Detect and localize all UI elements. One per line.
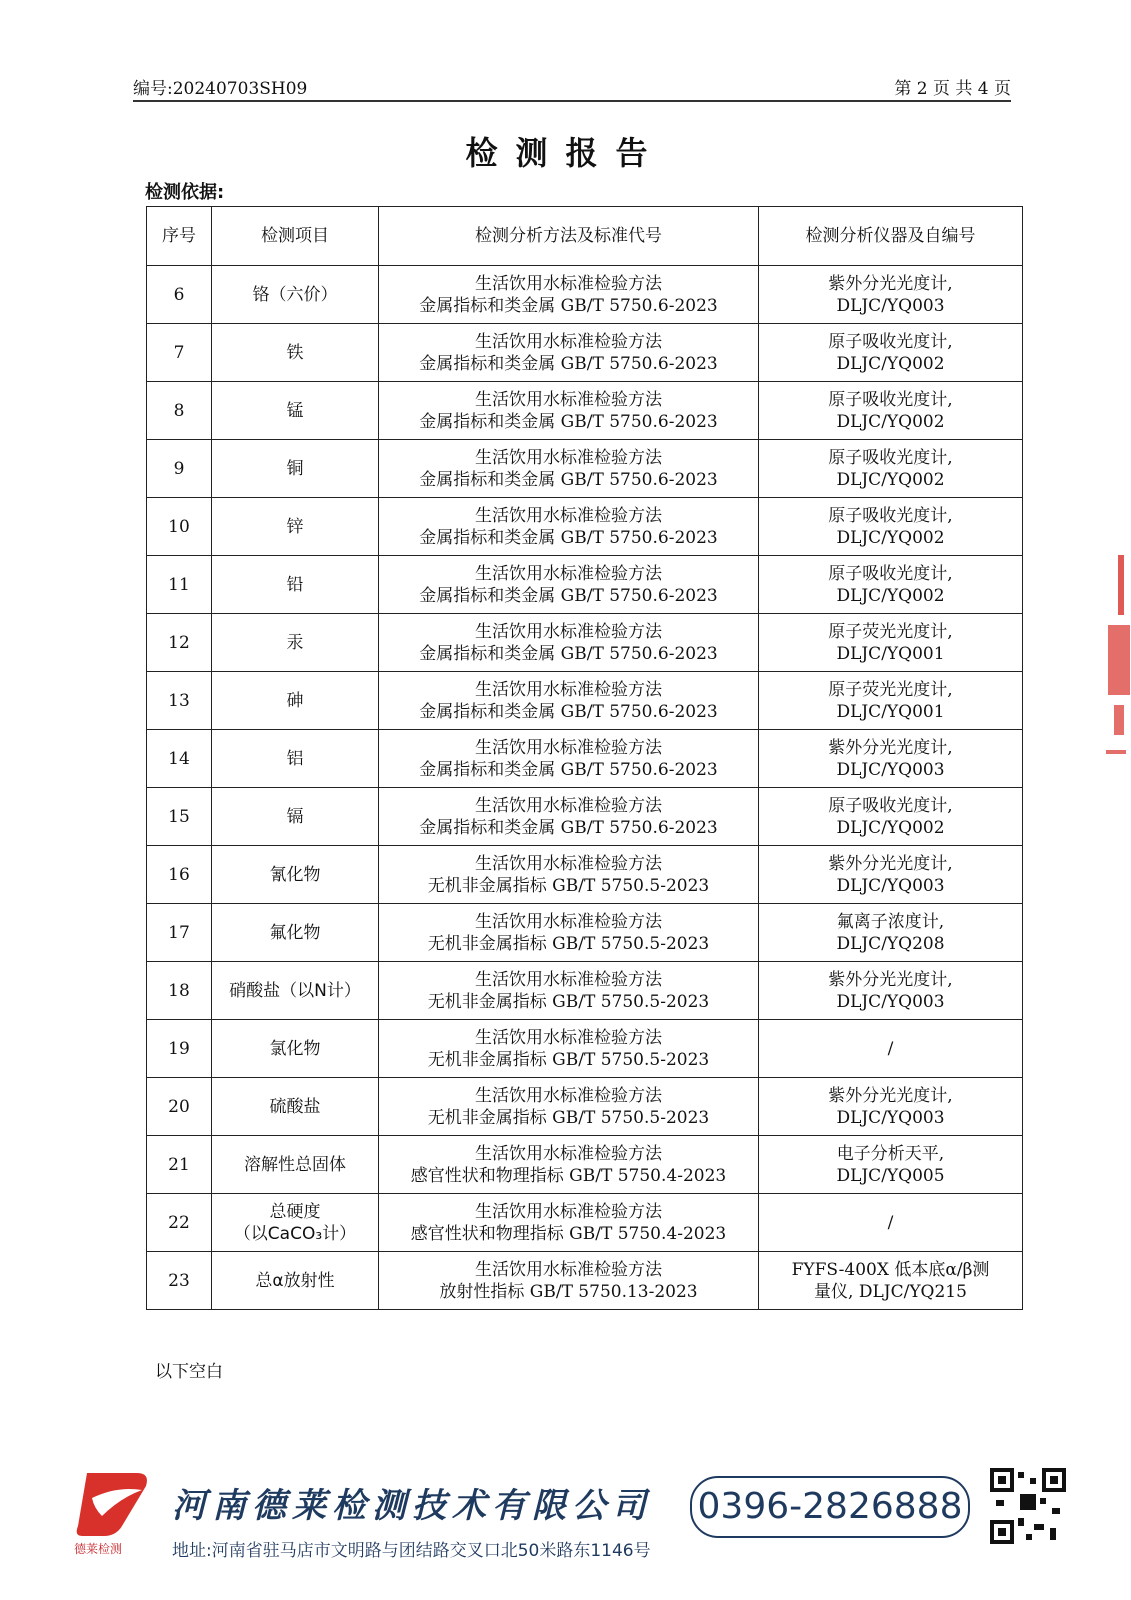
- instrument-cell: [759, 904, 1023, 962]
- instrument-line: 电子分析天平,: [836, 1143, 945, 1164]
- instrument-line: 紫外分光光度计,: [828, 853, 953, 874]
- report-number: 编号:20240703SH09: [133, 79, 308, 99]
- method-line: 生活饮用水标准检验方法: [475, 969, 662, 990]
- row-number: 11: [147, 556, 212, 614]
- method-cell: [379, 1194, 759, 1252]
- report-title: 检测报告: [465, 134, 666, 172]
- method-line: 生活饮用水标准检验方法: [475, 679, 662, 700]
- table-row: [147, 556, 1023, 614]
- row-number: 16: [147, 846, 212, 904]
- method-line: 金属指标和类金属 GB/T 5750.6-2023: [419, 353, 718, 374]
- logo-text: 德莱检测: [74, 1542, 123, 1556]
- test-item: [212, 556, 379, 614]
- instrument-line: 原子吸收光度计,: [828, 505, 953, 526]
- instrument-line: DLJC/YQ002: [836, 353, 945, 374]
- instrument-line: /: [887, 1212, 894, 1233]
- table-row: [147, 1020, 1023, 1078]
- instrument-line: DLJC/YQ002: [836, 585, 945, 606]
- test-item-name: 铁: [286, 342, 304, 363]
- method-line: 生活饮用水标准检验方法: [475, 1143, 662, 1164]
- method-line: 生活饮用水标准检验方法: [475, 737, 662, 758]
- instrument-line: 原子吸收光度计,: [828, 563, 953, 584]
- table-row: [147, 962, 1023, 1020]
- test-item: [212, 382, 379, 440]
- column-header-instrument: 检测分析仪器及自编号: [759, 207, 1023, 266]
- row-number: 10: [147, 498, 212, 556]
- test-item-name: 溶解性总固体: [244, 1154, 346, 1175]
- instrument-line: 原子吸收光度计,: [828, 447, 953, 468]
- footer: [72, 1468, 1092, 1568]
- table-row: [147, 614, 1023, 672]
- method-line: 生活饮用水标准检验方法: [475, 621, 662, 642]
- table-row: [147, 266, 1023, 324]
- instrument-cell: [759, 672, 1023, 730]
- method-line: 感官性状和物理指标 GB/T 5750.4-2023: [410, 1223, 727, 1244]
- row-number: 12: [147, 614, 212, 672]
- instrument-line: 原子吸收光度计,: [828, 331, 953, 352]
- method-cell: [379, 1020, 759, 1078]
- test-item: [212, 1136, 379, 1194]
- instrument-line: FYFS-400X 低本底α/β测: [791, 1259, 990, 1280]
- instrument-cell: [759, 440, 1023, 498]
- table-header-row: [147, 207, 1023, 266]
- method-line: 生活饮用水标准检验方法: [475, 447, 662, 468]
- test-item: [212, 730, 379, 788]
- method-line: 生活饮用水标准检验方法: [475, 853, 662, 874]
- test-item-name: 铬（六价）: [252, 284, 338, 305]
- row-number: 8: [147, 382, 212, 440]
- test-item-name: 硝酸盐（以N计）: [229, 980, 361, 1001]
- test-item: [212, 266, 379, 324]
- method-cell: [379, 846, 759, 904]
- method-line: 金属指标和类金属 GB/T 5750.6-2023: [419, 701, 718, 722]
- method-cell: [379, 1078, 759, 1136]
- instrument-cell: [759, 962, 1023, 1020]
- method-cell: [379, 498, 759, 556]
- seal-stamp-fragment: [1100, 555, 1131, 765]
- method-line: 生活饮用水标准检验方法: [475, 795, 662, 816]
- method-line: 生活饮用水标准检验方法: [475, 505, 662, 526]
- row-number: 17: [147, 904, 212, 962]
- test-item-name: 锌: [286, 516, 304, 537]
- row-number: 7: [147, 324, 212, 382]
- method-line: 金属指标和类金属 GB/T 5750.6-2023: [419, 585, 718, 606]
- row-number: 14: [147, 730, 212, 788]
- method-line: 无机非金属指标 GB/T 5750.5-2023: [427, 933, 710, 954]
- instrument-line: DLJC/YQ002: [836, 527, 945, 548]
- test-item: [212, 904, 379, 962]
- basis-table: [146, 206, 1023, 1310]
- method-line: 放射性指标 GB/T 5750.13-2023: [439, 1281, 698, 1302]
- method-cell: [379, 904, 759, 962]
- method-cell: [379, 788, 759, 846]
- test-item-name: 铜: [286, 458, 304, 479]
- instrument-line: 原子荧光光度计,: [828, 621, 953, 642]
- test-item-name: 镉: [286, 806, 304, 827]
- test-item: [212, 672, 379, 730]
- company-name: 河南德莱检测技术有限公司: [172, 1486, 652, 1526]
- instrument-line: 紫外分光光度计,: [828, 273, 953, 294]
- column-header-no: 序号: [147, 207, 212, 266]
- table-row: [147, 904, 1023, 962]
- method-cell: [379, 1136, 759, 1194]
- qr-code: [990, 1468, 1066, 1544]
- instrument-line: 原子荧光光度计,: [828, 679, 953, 700]
- method-line: 生活饮用水标准检验方法: [475, 273, 662, 294]
- table-row: [147, 788, 1023, 846]
- table-row: [147, 1136, 1023, 1194]
- row-number: 15: [147, 788, 212, 846]
- instrument-line: DLJC/YQ003: [836, 759, 945, 780]
- method-cell: [379, 440, 759, 498]
- test-item-name: 总α放射性: [255, 1270, 335, 1291]
- test-item-name: 铅: [286, 574, 304, 595]
- instrument-cell: [759, 498, 1023, 556]
- instrument-line: DLJC/YQ003: [836, 1107, 945, 1128]
- instrument-cell: [759, 788, 1023, 846]
- row-number: 13: [147, 672, 212, 730]
- instrument-line: 紫外分光光度计,: [828, 1085, 953, 1106]
- page-info: 第 2 页 共 4 页: [894, 79, 1011, 99]
- instrument-line: DLJC/YQ208: [836, 933, 945, 954]
- method-cell: [379, 672, 759, 730]
- instrument-line: DLJC/YQ003: [836, 991, 945, 1012]
- method-cell: [379, 266, 759, 324]
- method-line: 无机非金属指标 GB/T 5750.5-2023: [427, 1107, 710, 1128]
- method-line: 金属指标和类金属 GB/T 5750.6-2023: [419, 527, 718, 548]
- table-row: [147, 1194, 1023, 1252]
- method-line: 生活饮用水标准检验方法: [475, 1027, 662, 1048]
- test-item-name: 硫酸盐: [269, 1096, 321, 1117]
- method-line: 无机非金属指标 GB/T 5750.5-2023: [427, 875, 710, 896]
- test-item-name: 铝: [286, 748, 304, 769]
- table-row: [147, 440, 1023, 498]
- method-line: 生活饮用水标准检验方法: [475, 1201, 662, 1222]
- row-number: 20: [147, 1078, 212, 1136]
- method-line: 生活饮用水标准检验方法: [475, 1085, 662, 1106]
- method-cell: [379, 962, 759, 1020]
- method-line: 生活饮用水标准检验方法: [475, 1259, 662, 1280]
- method-cell: [379, 1252, 759, 1310]
- row-number: 9: [147, 440, 212, 498]
- test-item-name: 砷: [286, 690, 304, 711]
- instrument-cell: [759, 1078, 1023, 1136]
- test-item: [212, 440, 379, 498]
- instrument-line: DLJC/YQ001: [836, 701, 945, 722]
- method-line: 无机非金属指标 GB/T 5750.5-2023: [427, 991, 710, 1012]
- instrument-line: DLJC/YQ001: [836, 643, 945, 664]
- row-number: 23: [147, 1252, 212, 1310]
- instrument-line: DLJC/YQ003: [836, 875, 945, 896]
- table-row: [147, 846, 1023, 904]
- instrument-line: 原子吸收光度计,: [828, 795, 953, 816]
- table-body: [147, 266, 1023, 1310]
- test-item-name: 汞: [286, 632, 304, 653]
- instrument-line: DLJC/YQ002: [836, 411, 945, 432]
- method-line: 金属指标和类金属 GB/T 5750.6-2023: [419, 411, 718, 432]
- test-item: [212, 1020, 379, 1078]
- instrument-line: 氟离子浓度计,: [836, 911, 945, 932]
- instrument-cell: [759, 1252, 1023, 1310]
- method-line: 生活饮用水标准检验方法: [475, 389, 662, 410]
- instrument-line: 紫外分光光度计,: [828, 969, 953, 990]
- test-item-name: 氰化物: [269, 864, 321, 885]
- test-item: [212, 1078, 379, 1136]
- instrument-cell: [759, 614, 1023, 672]
- table-row: [147, 672, 1023, 730]
- test-item-name: 氟化物: [269, 922, 321, 943]
- instrument-cell: [759, 324, 1023, 382]
- instrument-cell: [759, 730, 1023, 788]
- instrument-cell: [759, 556, 1023, 614]
- method-line: 金属指标和类金属 GB/T 5750.6-2023: [419, 295, 718, 316]
- column-header-item: 检测项目: [212, 207, 379, 266]
- test-item: [212, 498, 379, 556]
- table-row: [147, 498, 1023, 556]
- row-number: 19: [147, 1020, 212, 1078]
- instrument-line: 量仪, DLJC/YQ215: [814, 1281, 967, 1302]
- instrument-line: /: [887, 1038, 894, 1059]
- company-logo: [72, 1468, 152, 1558]
- test-item: [212, 962, 379, 1020]
- row-number: 21: [147, 1136, 212, 1194]
- method-line: 金属指标和类金属 GB/T 5750.6-2023: [419, 759, 718, 780]
- test-item-name: 锰: [286, 400, 304, 421]
- test-item: [212, 1194, 379, 1252]
- test-item-name: 总硬度: [269, 1201, 321, 1222]
- instrument-cell: [759, 846, 1023, 904]
- instrument-line: DLJC/YQ002: [836, 469, 945, 490]
- method-line: 生活饮用水标准检验方法: [475, 331, 662, 352]
- test-item: [212, 324, 379, 382]
- test-item: [212, 1252, 379, 1310]
- table-row: [147, 730, 1023, 788]
- method-line: 生活饮用水标准检验方法: [475, 563, 662, 584]
- instrument-cell: [759, 1136, 1023, 1194]
- table-row: [147, 382, 1023, 440]
- company-address: 地址:河南省驻马店市文明路与团结路交叉口北50米路东1146号: [172, 1541, 651, 1561]
- method-line: 感官性状和物理指标 GB/T 5750.4-2023: [410, 1165, 727, 1186]
- instrument-cell: [759, 1194, 1023, 1252]
- method-cell: [379, 614, 759, 672]
- company-phone: 0396-2826888: [690, 1476, 970, 1538]
- method-line: 金属指标和类金属 GB/T 5750.6-2023: [419, 643, 718, 664]
- method-line: 金属指标和类金属 GB/T 5750.6-2023: [419, 817, 718, 838]
- column-header-method: 检测分析方法及标准代号: [379, 207, 759, 266]
- test-item: [212, 788, 379, 846]
- table-row: [147, 1078, 1023, 1136]
- instrument-line: DLJC/YQ003: [836, 295, 945, 316]
- row-number: 6: [147, 266, 212, 324]
- method-cell: [379, 382, 759, 440]
- test-item: [212, 614, 379, 672]
- instrument-line: DLJC/YQ005: [836, 1165, 945, 1186]
- blank-note: 以下空白: [155, 1362, 223, 1382]
- test-item-name: 氯化物: [269, 1038, 321, 1059]
- instrument-cell: [759, 266, 1023, 324]
- method-line: 生活饮用水标准检验方法: [475, 911, 662, 932]
- report-header: [133, 70, 1011, 102]
- instrument-cell: [759, 382, 1023, 440]
- test-item: [212, 846, 379, 904]
- method-line: 无机非金属指标 GB/T 5750.5-2023: [427, 1049, 710, 1070]
- test-item-note: （以CaCO₃计）: [233, 1223, 357, 1244]
- method-line: 金属指标和类金属 GB/T 5750.6-2023: [419, 469, 718, 490]
- method-cell: [379, 556, 759, 614]
- method-cell: [379, 730, 759, 788]
- instrument-line: 原子吸收光度计,: [828, 389, 953, 410]
- basis-label: 检测依据:: [145, 182, 225, 203]
- instrument-line: 紫外分光光度计,: [828, 737, 953, 758]
- table-row: [147, 324, 1023, 382]
- instrument-cell: [759, 1020, 1023, 1078]
- row-number: 18: [147, 962, 212, 1020]
- row-number: 22: [147, 1194, 212, 1252]
- instrument-line: DLJC/YQ002: [836, 817, 945, 838]
- method-cell: [379, 324, 759, 382]
- table-row: [147, 1252, 1023, 1310]
